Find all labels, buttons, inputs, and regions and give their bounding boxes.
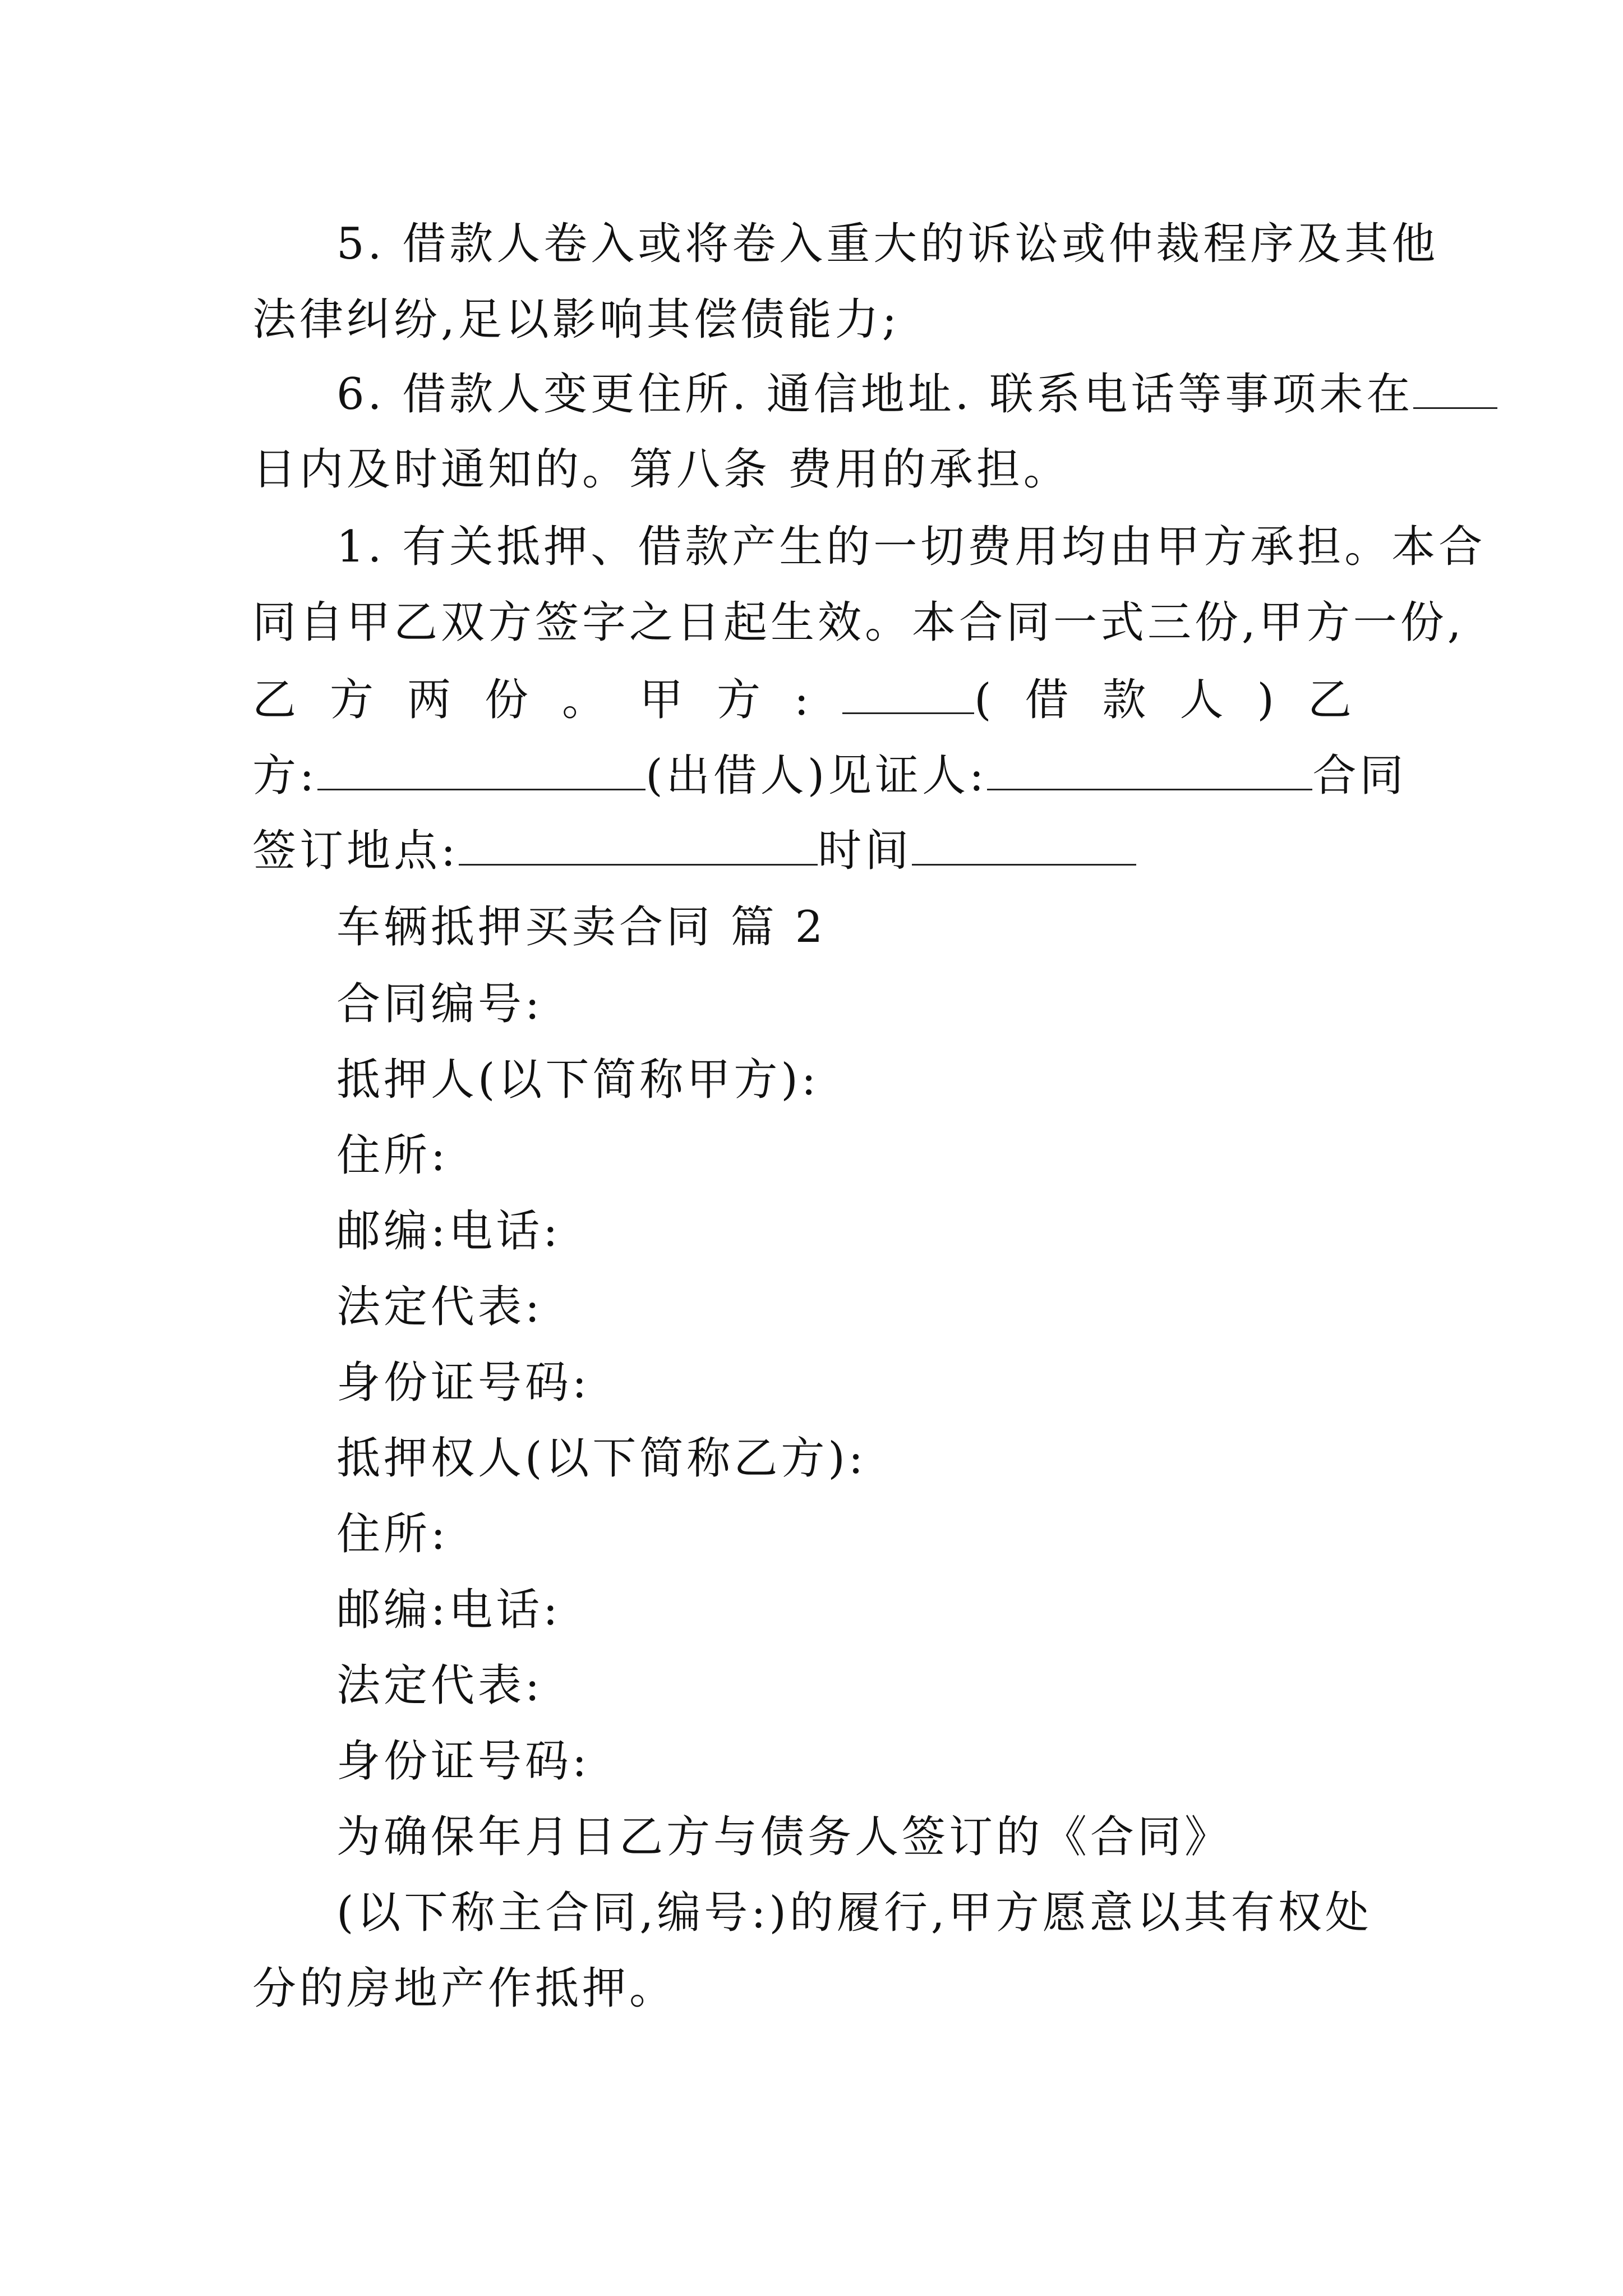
form-field: 抵押人(以下简称甲方):: [336, 1055, 820, 1105]
party-b-label: 方:: [252, 751, 318, 801]
contract-word: 合同: [1312, 751, 1407, 801]
paragraph-line: 同自甲乙双方签字之日起生效。本合同一式三份,甲方一份,: [252, 597, 1465, 648]
signature-line-party-b: [252, 748, 1407, 804]
form-field: 身份证号码:: [336, 1736, 591, 1787]
form-field: 住所:: [336, 1509, 449, 1559]
paragraph-line: 1. 有关抵押、借款产生的一切费用均由甲方承担。本合: [336, 522, 1486, 572]
signing-place-blank: [459, 823, 818, 866]
time-label: 时间: [818, 826, 912, 876]
paragraph-line: (以下称主合同,编号:)的履行,甲方愿意以其有权处: [336, 1888, 1372, 1938]
witness-label: (出借人)见证人:: [645, 751, 988, 801]
signing-place-line: [252, 823, 1385, 879]
form-field: 身份证号码:: [336, 1358, 591, 1408]
witness-blank: [987, 748, 1312, 790]
blank-field: [1413, 367, 1497, 409]
form-field: 法定代表:: [336, 1282, 543, 1332]
party-b-blank: [317, 748, 645, 790]
form-field: 抵押权人(以下简称乙方):: [336, 1433, 867, 1484]
paragraph-line: 日内及时通知的。第八条 费用的承担。: [252, 444, 1071, 495]
form-field: 住所:: [336, 1130, 449, 1181]
section-heading: 车辆抵押买卖合同 篇 2: [336, 902, 827, 953]
paragraph-line: 为确保年月日乙方与债务人签订的《合同》: [336, 1812, 1232, 1862]
borrower-note: (借款人)乙: [974, 675, 1385, 725]
party-a-label: 乙方两份。甲方:: [252, 675, 843, 725]
paragraph-line: 法律纠纷,足以影响其偿债能力;: [252, 295, 901, 345]
signing-place-label: 签订地点:: [252, 826, 459, 876]
signature-line-party-a: [252, 672, 1385, 728]
party-a-blank: [842, 672, 974, 714]
form-field: 邮编:电话:: [336, 1585, 561, 1635]
paragraph-line: [336, 366, 1414, 422]
paragraph-line: 5. 借款人卷入或将卷入重大的诉讼或仲裁程序及其他: [336, 219, 1439, 269]
line-text: 6. 借款人变更住所. 通信地址. 联系电话等事项未在: [336, 369, 1414, 420]
form-field: 合同编号:: [336, 979, 543, 1029]
form-field: 邮编:电话:: [336, 1206, 561, 1257]
form-field: 法定代表:: [336, 1660, 543, 1711]
time-blank: [912, 823, 1136, 866]
paragraph-line: 分的房地产作抵押。: [252, 1963, 677, 2014]
